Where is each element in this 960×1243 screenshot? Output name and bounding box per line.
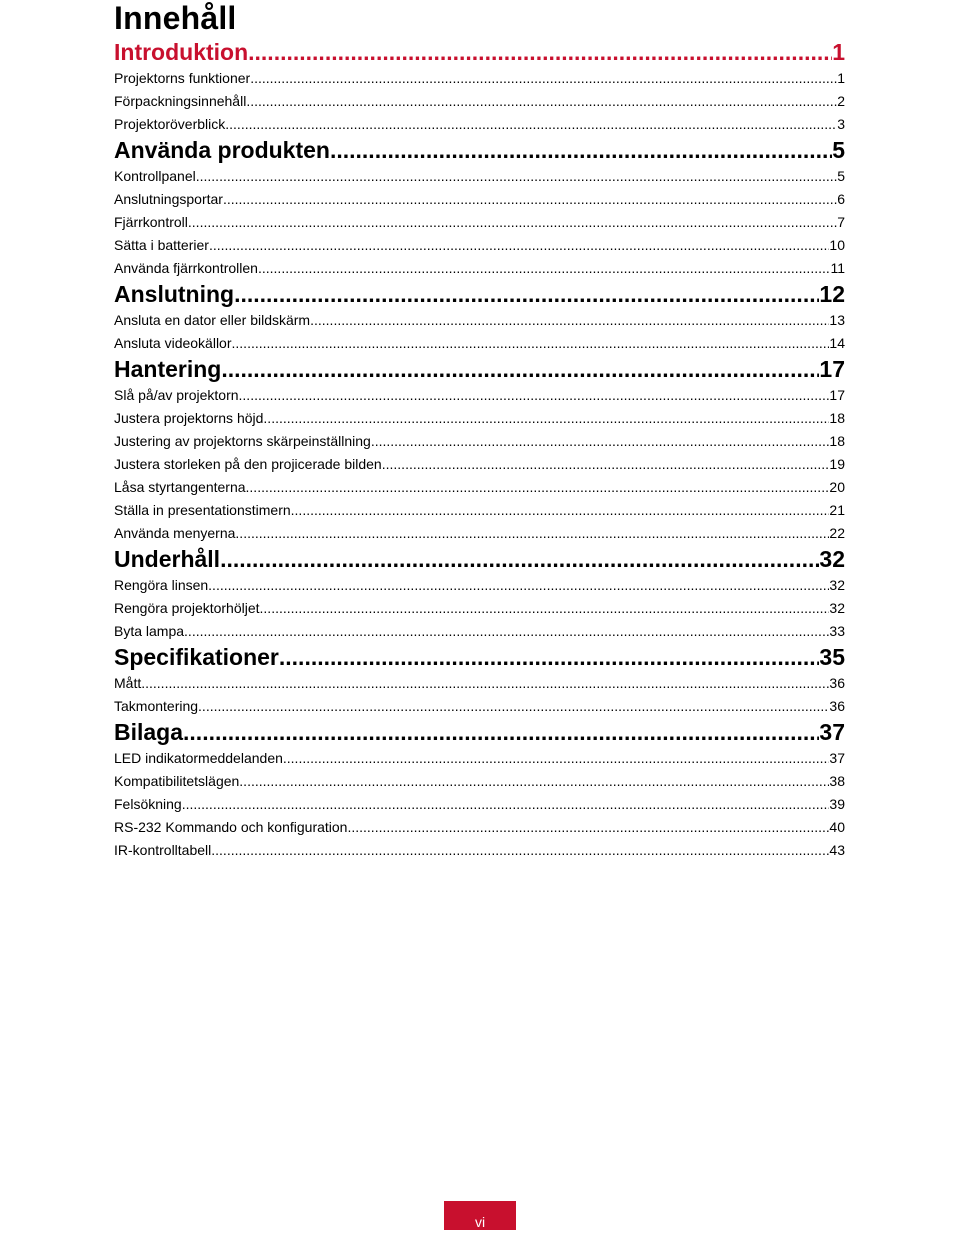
toc-item-page: 20: [829, 479, 845, 495]
toc-item-page: 33: [829, 623, 845, 639]
dot-leader: [198, 695, 829, 718]
toc-item-page: 38: [829, 773, 845, 789]
dot-leader: [182, 793, 830, 816]
toc-item-label: Mått: [114, 675, 142, 691]
dot-leader: [220, 545, 819, 574]
toc-heading-page: 5: [832, 137, 845, 163]
toc-heading-page: 17: [819, 356, 845, 382]
dot-leader: [208, 574, 829, 597]
toc-heading[interactable]: [114, 38, 845, 67]
dot-leader: [141, 672, 829, 695]
toc-item-label: Justera projektorns höjd: [114, 410, 264, 426]
toc-heading[interactable]: [114, 280, 845, 309]
toc-item-label: Justering av projektorns skärpeinställning: [114, 433, 371, 449]
dot-leader: [223, 188, 837, 211]
toc-item[interactable]: [114, 430, 845, 453]
toc-item-page: 2: [837, 93, 845, 109]
toc-item-label: LED indikatormeddelanden: [114, 750, 283, 766]
toc-item[interactable]: [114, 522, 845, 545]
toc-item-page: 21: [829, 502, 845, 518]
toc-item-label: IR-kontrolltabell: [114, 842, 212, 858]
toc-heading-label: Underhåll: [114, 546, 221, 572]
toc-item[interactable]: [114, 747, 845, 770]
dot-leader: [260, 597, 830, 620]
table-of-contents: [114, 38, 845, 862]
toc-heading-page: 12: [819, 281, 845, 307]
toc-item-label: RS-232 Kommando och konfiguration: [114, 819, 348, 835]
toc-item-label: Sätta i batterier: [114, 237, 209, 253]
toc-item[interactable]: [114, 816, 845, 839]
toc-heading-page: 1: [832, 39, 845, 65]
toc-item[interactable]: [114, 793, 845, 816]
toc-heading[interactable]: [114, 718, 845, 747]
toc-heading-label: Hantering: [114, 356, 222, 382]
toc-item-label: Förpackningsinnehåll: [114, 93, 247, 109]
toc-item-page: 39: [829, 796, 845, 812]
toc-heading-label: Bilaga: [114, 719, 184, 745]
toc-item-label: Använda fjärrkontrollen: [114, 260, 258, 276]
dot-leader: [211, 839, 829, 862]
toc-item-label: Fjärrkontroll: [114, 214, 188, 230]
dot-leader: [209, 234, 829, 257]
toc-item-page: 19: [829, 456, 845, 472]
toc-item-label: Byta lampa: [114, 623, 185, 639]
dot-leader: [258, 257, 830, 280]
dot-leader: [239, 384, 830, 407]
dot-leader: [225, 113, 837, 136]
toc-item-label: Projektorns funktioner: [114, 70, 251, 86]
dot-leader: [239, 770, 829, 793]
dot-leader: [248, 38, 832, 67]
toc-item-page: 36: [829, 675, 845, 691]
toc-item[interactable]: [114, 384, 845, 407]
toc-section: [114, 355, 845, 545]
dot-leader: [250, 67, 837, 90]
toc-item[interactable]: [114, 309, 845, 332]
dot-leader: [310, 309, 829, 332]
toc-item[interactable]: [114, 476, 845, 499]
toc-item[interactable]: [114, 188, 845, 211]
toc-item[interactable]: [114, 211, 845, 234]
toc-item-page: 37: [829, 750, 845, 766]
dot-leader: [291, 499, 830, 522]
toc-heading[interactable]: [114, 643, 845, 672]
dot-leader: [183, 718, 819, 747]
toc-item-label: Ansluta en dator eller bildskärm: [114, 312, 311, 328]
toc-item-label: Rengöra projektorhöljet: [114, 600, 260, 616]
dot-leader: [235, 522, 829, 545]
dot-leader: [330, 136, 832, 165]
toc-item-page: 14: [829, 335, 845, 351]
toc-item-page: 18: [829, 410, 845, 426]
toc-section: [114, 545, 845, 643]
dot-leader: [188, 211, 837, 234]
footer-page-number: vi: [474, 1214, 486, 1230]
toc-item[interactable]: [114, 332, 845, 355]
toc-item-label: Ställa in presentationstimern: [114, 502, 291, 518]
toc-item-label: Anslutningsportar: [114, 191, 223, 207]
toc-item-label: Ansluta videokällor: [114, 335, 232, 351]
toc-heading-label: Använda produkten: [114, 137, 330, 163]
toc-item-page: 10: [829, 237, 845, 253]
toc-item-page: 18: [829, 433, 845, 449]
toc-item-label: Slå på/av projektorn: [114, 387, 239, 403]
toc-heading[interactable]: [114, 136, 845, 165]
toc-item-page: 5: [837, 168, 845, 184]
toc-item-page: 1: [837, 70, 845, 86]
dot-leader: [347, 816, 829, 839]
toc-section: [114, 643, 845, 718]
toc-item[interactable]: [114, 574, 845, 597]
dot-leader: [221, 355, 819, 384]
toc-item-page: 36: [829, 698, 845, 714]
toc-item[interactable]: [114, 620, 845, 643]
toc-item-label: Kontrollpanel: [114, 168, 196, 184]
toc-heading-page: 37: [819, 719, 845, 745]
dot-leader: [371, 430, 830, 453]
toc-item-page: 3: [837, 116, 845, 132]
dot-leader: [246, 90, 837, 113]
toc-item-page: 40: [829, 819, 845, 835]
dot-leader: [263, 407, 829, 430]
toc-item[interactable]: [114, 770, 845, 793]
toc-item[interactable]: [114, 672, 845, 695]
toc-heading-page: 32: [819, 546, 845, 572]
toc-item-label: Felsökning: [114, 796, 182, 812]
toc-item[interactable]: [114, 257, 845, 280]
dot-leader: [184, 620, 829, 643]
toc-item-label: Projektoröverblick: [114, 116, 226, 132]
toc-heading-label: Anslutning: [114, 281, 235, 307]
toc-item-label: Använda menyerna: [114, 525, 236, 541]
toc-heading[interactable]: [114, 545, 845, 574]
toc-section: [114, 38, 845, 136]
toc-heading-label: Specifikationer: [114, 644, 279, 670]
toc-item[interactable]: [114, 90, 845, 113]
toc-item-label: Justera storleken på den projicerade bilden: [114, 456, 382, 472]
toc-item[interactable]: [114, 407, 845, 430]
toc-heading-page: 35: [819, 644, 845, 670]
toc-section: [114, 280, 845, 355]
dot-leader: [246, 476, 830, 499]
dot-leader: [234, 280, 819, 309]
toc-item[interactable]: [114, 67, 845, 90]
toc-section: [114, 718, 845, 862]
toc-item-page: 11: [830, 260, 845, 276]
toc-item-page: 7: [837, 214, 845, 230]
toc-item-page: 13: [829, 312, 845, 328]
toc-item-page: 17: [829, 387, 845, 403]
toc-item-label: Kompatibilitetslägen: [114, 773, 240, 789]
toc-heading[interactable]: [114, 355, 845, 384]
dot-leader: [279, 643, 820, 672]
toc-item-label: Låsa styrtangenterna: [114, 479, 246, 495]
toc-item-page: 6: [837, 191, 845, 207]
toc-item[interactable]: [114, 695, 845, 718]
toc-item-page: 22: [829, 525, 845, 541]
toc-item[interactable]: [114, 165, 845, 188]
toc-item-label: Rengöra linsen: [114, 577, 209, 593]
dot-leader: [232, 332, 830, 355]
dot-leader: [382, 453, 830, 476]
toc-item-page: 32: [829, 600, 845, 616]
toc-item[interactable]: [114, 453, 845, 476]
toc-item[interactable]: [114, 597, 845, 620]
toc-item[interactable]: [114, 234, 845, 257]
toc-item[interactable]: [114, 839, 845, 862]
page-title: Innehåll: [114, 0, 237, 36]
toc-item-page: 32: [829, 577, 845, 593]
dot-leader: [196, 165, 837, 188]
toc-item[interactable]: [114, 499, 845, 522]
toc-item[interactable]: [114, 113, 845, 136]
dot-leader: [283, 747, 830, 770]
toc-item-label: Takmontering: [114, 698, 199, 714]
toc-section: [114, 136, 845, 280]
toc-item-page: 43: [829, 842, 845, 858]
toc-heading-label: Introduktion: [114, 39, 249, 65]
